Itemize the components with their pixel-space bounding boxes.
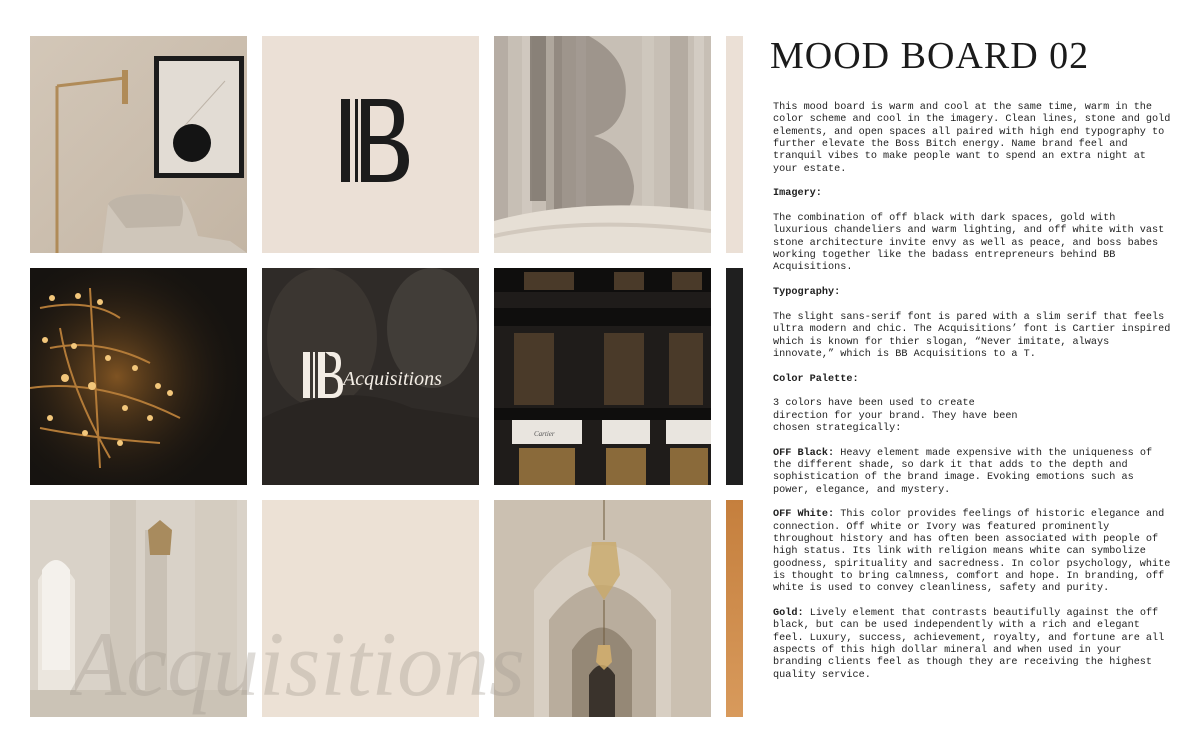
- store-sign: Cartier: [534, 430, 555, 438]
- color-name: OFF White:: [773, 509, 835, 521]
- color-description: Lively element that contrasts beautifully against the off black, but can be used independently with a rich and elegant feel. Luxury, success, achievement, royalty, and fortune are all aspects of this high dollar mineral and when used in your branding clients feel as though they are receiving the highest quality service.: [773, 608, 1165, 681]
- photo-cartier-storefront: [494, 268, 711, 485]
- watermark-acquisitions: [70, 611, 540, 717]
- color-description: This color provides feelings of historic elegance and connection. Off white or Ivory was featured prominently throughout history and has often been associated with people of high status. Its link with religion means white can symbolize goodness, spirituality and sacredness. In color psychology, white is thought to bring calmness, comfort and hope. In branding, off white is used to convey cleanliness, safety and purity.: [773, 509, 1171, 595]
- tile-bb-logo: [262, 36, 479, 253]
- color-off-white: [773, 509, 1173, 595]
- photo-chandelier: [30, 268, 247, 485]
- watermark-text: Acquisitions: [70, 613, 525, 715]
- bb-logo-icon: [262, 36, 479, 253]
- color-gold: [773, 608, 1173, 682]
- palette-heading: Color Palette:: [773, 373, 859, 385]
- photo-curtain-shadow: [494, 36, 711, 253]
- intro-paragraph: This mood board is warm and cool at the same time, warm in the color scheme and cool in the imagery. Clean lines, stone and gold elements, and open spaces all paired with high end typography to further elevate the Boss Bitch energy. Name brand feel and tranquil vibes to make people want to spend an extra night at your estate.: [773, 102, 1171, 175]
- logo-wordmark: Acquisitions: [343, 368, 442, 390]
- imagery-heading: Imagery:: [773, 188, 822, 200]
- color-name: Gold:: [773, 608, 804, 620]
- photo-team-with-logo: [262, 268, 479, 485]
- palette-intro: 3 colors have been used to create direction for your brand. They have been chosen strategically:: [773, 398, 1018, 434]
- color-description: Heavy element made expensive with the uniqueness of the different shade, so dark it that adds to the depth and sophistication of the brand image. Evoking emotions such as power, elegance, and mystery.: [773, 447, 1153, 496]
- typography-heading: Typography:: [773, 287, 841, 299]
- strip-gold: [726, 500, 743, 717]
- color-off-black: [773, 448, 1173, 497]
- strip-off-black: [726, 268, 743, 485]
- typography-paragraph: The slight sans-serif font is pared with a slim serif that feels ultra modern and chic. The Acquisitions’ font is Cartier inspired which is known for thier slogan, “Never imitate, always innovate,” which is BB Acquisitions to a T.: [773, 311, 1171, 360]
- color-name: OFF Black:: [773, 447, 835, 459]
- page-title: MOOD BOARD 02: [770, 35, 1090, 77]
- description: [773, 102, 1173, 695]
- photo-lamp-and-art: [30, 36, 247, 253]
- strip-off-white: [726, 36, 743, 253]
- imagery-paragraph: The combination of off black with dark spaces, gold with luxurious chandeliers and warm lighting, and off white with vast stone architecture invite envy as well as peace, and boss babes working together like the badass entrepreneurs behind BB Acquisitions.: [773, 213, 1165, 274]
